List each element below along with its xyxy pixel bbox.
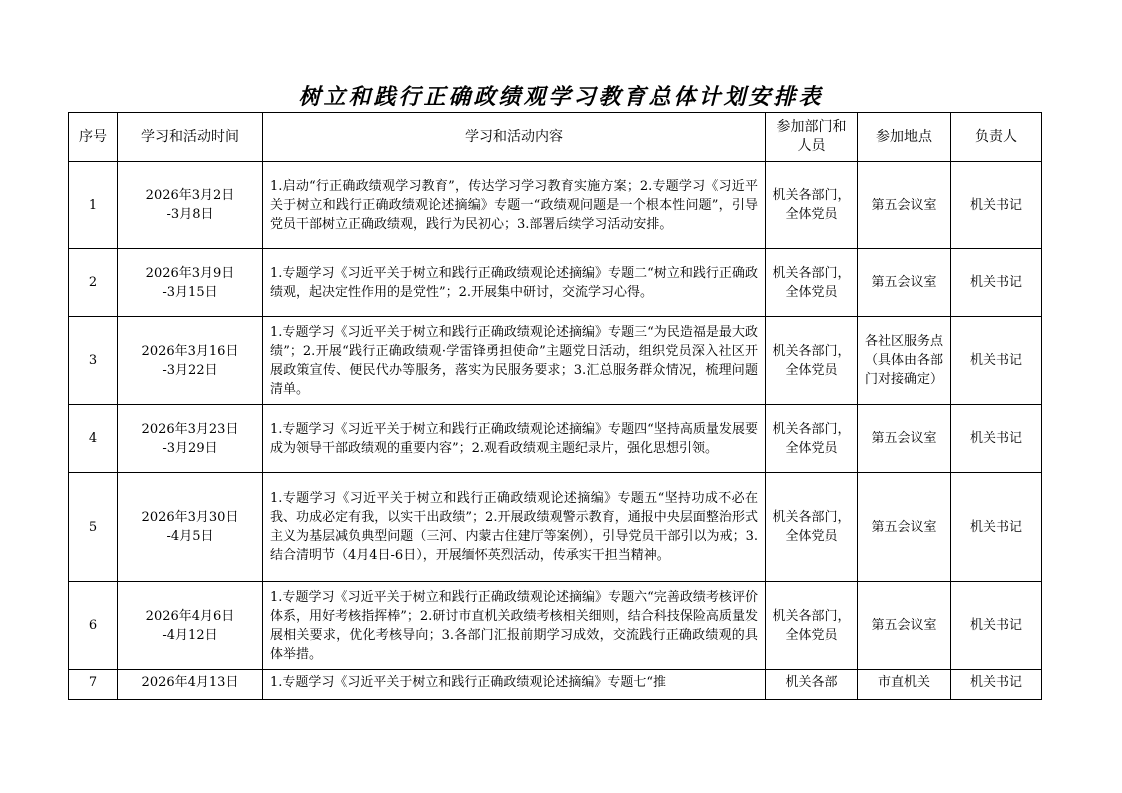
time-end: -3月15日	[162, 284, 218, 300]
cell-place: 第五会议室	[858, 473, 951, 582]
table-row	[69, 473, 1042, 582]
header-owner: 负责人	[951, 113, 1042, 162]
cell-dept: 机关各部门，全体党员	[766, 473, 858, 582]
cell-no: 3	[69, 317, 118, 405]
time-start: 2026年4月6日	[145, 608, 235, 624]
schedule-table	[68, 112, 1042, 700]
time-start: 2026年3月16日	[141, 343, 239, 359]
cell-time	[118, 162, 263, 249]
cell-content: 1.专题学习《习近平关于树立和践行正确政绩观论述摘编》专题六“完善政绩考核评价体系，用好考核指挥棒”；2.研讨市直机关政绩考核相关细则，结合科技保险高质量发展相关要求，优化考核导向；3.各部门汇报前期学习成效，交流践行正确政绩观的具体举措。	[263, 582, 766, 670]
time-start: 2026年3月9日	[145, 265, 235, 281]
cell-no: 2	[69, 249, 118, 317]
cell-time	[118, 670, 263, 700]
cell-time	[118, 249, 263, 317]
cell-no: 7	[69, 670, 118, 700]
cell-owner: 机关书记	[951, 670, 1042, 700]
header-no: 序号	[69, 113, 118, 162]
cell-no: 5	[69, 473, 118, 582]
page-title: 树立和践行正确政绩观学习教育总体计划安排表	[298, 84, 824, 110]
header-place: 参加地点	[858, 113, 951, 162]
cell-no: 6	[69, 582, 118, 670]
cell-content: 1.专题学习《习近平关于树立和践行正确政绩观论述摘编》专题三“为民造福是最大政绩”；2.开展“践行正确政绩观·学雷锋勇担使命”主题党日活动，组织党员深入社区开展政策宣传、便民代办等服务，落实为民服务要求；3.汇总服务群众情况，梳理问题清单。	[263, 317, 766, 405]
cell-dept: 机关各部门，全体党员	[766, 317, 858, 405]
cell-owner: 机关书记	[951, 405, 1042, 473]
table-row	[69, 317, 1042, 405]
time-start: 2026年3月2日	[145, 188, 235, 203]
cell-content: 1.专题学习《习近平关于树立和践行正确政绩观论述摘编》专题五“坚持功成不必在我、功成必定有我，以实干出政绩”；2.开展政绩观警示教育，通报中央层面整治形式主义为基层减负典型问题（三河、内蒙古住建厅等案例），引导党员干部引以为戒；3.结合清明节（4月4日-6日），开展缅怀英烈活动，传承实干担当精神。	[263, 473, 766, 582]
cell-owner: 机关书记	[951, 162, 1042, 249]
time-end: -4月5日	[166, 529, 214, 544]
cell-dept: 机关各部门，全体党员	[766, 249, 858, 317]
time-end: -4月12日	[162, 627, 218, 643]
cell-owner: 机关书记	[951, 317, 1042, 405]
cell-content: 1.专题学习《习近平关于树立和践行正确政绩观论述摘编》专题七“推	[263, 670, 766, 700]
cell-content: 1.专题学习《习近平关于树立和践行正确政绩观论述摘编》专题二“树立和践行正确政绩观，起决定性作用的是党性”；2.开展集中研讨，交流学习心得。	[263, 249, 766, 317]
cell-no: 1	[69, 162, 118, 249]
cell-owner: 机关书记	[951, 582, 1042, 670]
cell-time	[118, 473, 263, 582]
table-row	[69, 162, 1042, 249]
table-row	[69, 670, 1042, 700]
header-content: 学习和活动内容	[263, 113, 766, 162]
cell-content: 1.专题学习《习近平关于树立和践行正确政绩观论述摘编》专题四“坚持高质量发展要成为领导干部政绩观的重要内容”；2.观看政绩观主题纪录片，强化思想引领。	[263, 405, 766, 473]
cell-owner: 机关书记	[951, 249, 1042, 317]
time-end: -3月8日	[166, 207, 214, 222]
table-header-row	[69, 113, 1042, 162]
cell-place: 第五会议室	[858, 405, 951, 473]
cell-no: 4	[69, 405, 118, 473]
cell-place: 第五会议室	[858, 162, 951, 249]
header-time: 学习和活动时间	[118, 113, 263, 162]
time-end: -3月22日	[162, 362, 218, 378]
cell-content: 1.启动“行正确政绩观学习教育”，传达学习学习教育实施方案；2.专题学习《习近平关于树立和践行正确政绩观论述摘编》专题一“政绩观问题是一个根本性问题”，引导党员干部树立正确政绩观，践行为民初心；3.部署后续学习活动安排。	[263, 162, 766, 249]
cell-place: 市直机关	[858, 670, 951, 700]
table-row	[69, 405, 1042, 473]
cell-time	[118, 317, 263, 405]
cell-place: 第五会议室	[858, 582, 951, 670]
cell-time	[118, 582, 263, 670]
time-start: 2026年4月13日	[141, 675, 239, 690]
time-start: 2026年3月23日	[141, 421, 239, 437]
table-row	[69, 249, 1042, 317]
cell-dept: 机关各部门，全体党员	[766, 405, 858, 473]
cell-place: 各社区服务点（具体由各部门对接确定）	[858, 317, 951, 405]
cell-place: 第五会议室	[858, 249, 951, 317]
cell-dept: 机关各部门，全体党员	[766, 582, 858, 670]
cell-time	[118, 405, 263, 473]
time-start: 2026年3月30日	[141, 510, 239, 525]
cell-owner: 机关书记	[951, 473, 1042, 582]
time-end: -3月29日	[162, 440, 218, 456]
table-row	[69, 582, 1042, 670]
cell-dept: 机关各部门，全体党员	[766, 162, 858, 249]
cell-dept: 机关各部	[766, 670, 858, 700]
header-dept: 参加部门和人员	[766, 113, 858, 162]
